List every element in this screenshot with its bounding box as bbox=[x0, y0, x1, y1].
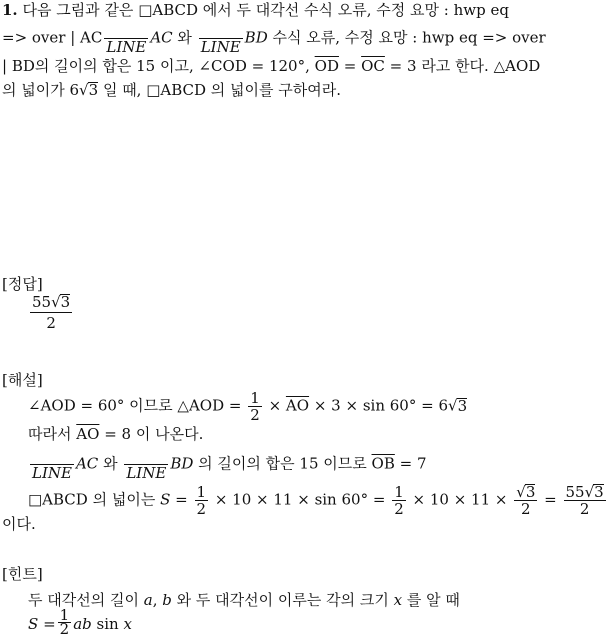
variable-a: a bbox=[143, 591, 153, 609]
fraction-denominator: 2 bbox=[59, 619, 70, 638]
problem-number: 1. bbox=[2, 1, 18, 19]
result-fraction bbox=[564, 484, 606, 517]
ao-segment: $\overline{AO}$ bbox=[76, 425, 100, 443]
od-segment: $\overline{OD}$ bbox=[314, 57, 339, 75]
problem-line-4 bbox=[2, 80, 341, 100]
fraction-denominator: 2 bbox=[196, 500, 207, 518]
line-label: LINE bbox=[200, 38, 241, 56]
sqrt-sign: √ bbox=[79, 81, 89, 99]
sqrt-sign: √ bbox=[448, 396, 458, 415]
hint-text: 를 알 때 bbox=[406, 591, 460, 609]
problem-line2-prefix: => over | AC bbox=[2, 28, 103, 47]
problem-line3-text1: | BD의 길이의 합은 15 이고, ∠COD = 120°, bbox=[2, 57, 310, 75]
sqrt-value: 3 bbox=[594, 483, 604, 501]
fraction-numerator: 1 bbox=[196, 483, 207, 501]
solution-line-5: 이다. bbox=[2, 515, 36, 533]
line-label: LINE bbox=[126, 464, 167, 482]
answer-fraction bbox=[30, 292, 72, 333]
solution-label: [해설] bbox=[2, 371, 43, 389]
times-sign: × bbox=[268, 396, 282, 415]
solution-text: × 3 × sin 60° = 6 bbox=[313, 396, 448, 415]
ob-segment: $\overline{OB}$ bbox=[371, 454, 395, 473]
solution-line-4 bbox=[28, 484, 608, 517]
half-fraction bbox=[195, 484, 209, 517]
problem-line4-text2: 일 때, □ABCD 의 넓이를 구하여라. bbox=[102, 81, 342, 99]
half-fraction bbox=[58, 605, 72, 638]
line-label: LINE bbox=[32, 464, 72, 482]
fraction-denominator: 2 bbox=[579, 500, 590, 518]
equals-sign: = bbox=[175, 490, 188, 509]
solution-line-1 bbox=[28, 390, 467, 423]
half-fraction bbox=[248, 390, 262, 423]
sqrt-value: 3 bbox=[457, 396, 468, 415]
sqrt-sign: √ bbox=[51, 293, 61, 311]
answer-sqrt-value: 3 bbox=[60, 293, 71, 311]
ac-label: AC bbox=[150, 28, 173, 47]
equals-sign: = bbox=[43, 615, 56, 633]
sqrt-sign: √ bbox=[516, 483, 526, 501]
solution-text: × 10 × 11 × bbox=[412, 490, 508, 509]
fraction-denominator: 2 bbox=[250, 406, 260, 424]
answer-value bbox=[28, 292, 74, 333]
equals-sign: = bbox=[343, 57, 357, 75]
solution-line-3 bbox=[28, 448, 427, 481]
hint-text: 두 대각선의 길이 bbox=[28, 591, 139, 609]
sqrt-value: 3 bbox=[88, 81, 99, 99]
solution-text: × 10 × 11 × sin 60° = bbox=[214, 490, 386, 509]
ac-label: AC bbox=[75, 454, 99, 473]
fraction-numerator: 1 bbox=[59, 605, 70, 624]
fraction-denominator: 2 bbox=[394, 500, 404, 518]
answer-label: [정답] bbox=[2, 275, 43, 293]
sqrt3-over-2-fraction bbox=[514, 484, 537, 517]
hint-text: 와 두 대각선이 이루는 각의 크기 bbox=[176, 591, 389, 609]
answer-denominator: 2 bbox=[46, 314, 56, 332]
fraction-numerator: 1 bbox=[394, 483, 404, 501]
answer-numerator: 55 bbox=[32, 293, 52, 311]
solution-text: □ABCD 의 넓이는 bbox=[28, 490, 156, 509]
solution-text: = 7 bbox=[399, 454, 427, 473]
variable-x: x bbox=[123, 615, 132, 633]
bd-label: BD bbox=[244, 28, 268, 47]
solution-line-2 bbox=[28, 424, 203, 444]
fraction-numerator: 55 bbox=[565, 483, 585, 501]
hint-line-1 bbox=[28, 590, 460, 610]
area-variable: S bbox=[28, 615, 39, 633]
comma: , bbox=[152, 591, 158, 609]
area-variable: S bbox=[160, 490, 171, 509]
solution-text: 따라서 bbox=[28, 425, 72, 443]
solution-text: 의 길이의 합은 15 이므로 bbox=[198, 454, 367, 473]
problem-line3-text2: = 3 라고 한다. △AOD bbox=[389, 57, 541, 75]
line-bd-fraction bbox=[199, 22, 243, 55]
line-label: LINE bbox=[106, 38, 147, 56]
problem-line2-suffix: 수식 오류, 수정 요망 : hwp eq => over bbox=[272, 28, 546, 47]
hint-line-2 bbox=[28, 605, 132, 638]
variables-ab: ab bbox=[73, 615, 92, 633]
equals-sign: = bbox=[544, 490, 557, 509]
sqrt-sign: √ bbox=[584, 483, 595, 501]
sqrt-value: 3 bbox=[525, 483, 536, 501]
variable-b: b bbox=[162, 591, 172, 609]
problem-line-1 bbox=[2, 0, 509, 20]
hint-label: [힌트] bbox=[2, 565, 43, 583]
fraction-numerator: 1 bbox=[250, 389, 260, 407]
problem-line-2 bbox=[2, 22, 546, 55]
half-fraction bbox=[392, 484, 406, 517]
ao-segment: $\overline{AO}$ bbox=[285, 396, 310, 415]
bd-label: BD bbox=[170, 454, 194, 473]
oc-segment: $\overline{OC}$ bbox=[361, 57, 385, 75]
problem-text-1: 다음 그림과 같은 □ABCD 에서 두 대각선 수식 오류, 수정 요망 : hwp eq bbox=[22, 1, 509, 19]
variable-x: x bbox=[393, 591, 403, 609]
sin-function: sin bbox=[96, 615, 119, 633]
problem-line4-text1: 의 넓이가 6 bbox=[2, 81, 80, 99]
line-ac-fraction bbox=[104, 22, 148, 55]
fraction-denominator: 2 bbox=[521, 500, 531, 518]
solution-text: ∠AOD = 60° 이므로 △AOD = bbox=[28, 396, 242, 415]
conjunction: 와 bbox=[103, 454, 118, 473]
solution-text: = 8 이 나온다. bbox=[104, 425, 204, 443]
line-bd-fraction bbox=[124, 448, 168, 481]
line-ac-fraction bbox=[30, 448, 74, 481]
problem-line-3 bbox=[2, 56, 540, 76]
conjunction: 와 bbox=[177, 28, 192, 47]
